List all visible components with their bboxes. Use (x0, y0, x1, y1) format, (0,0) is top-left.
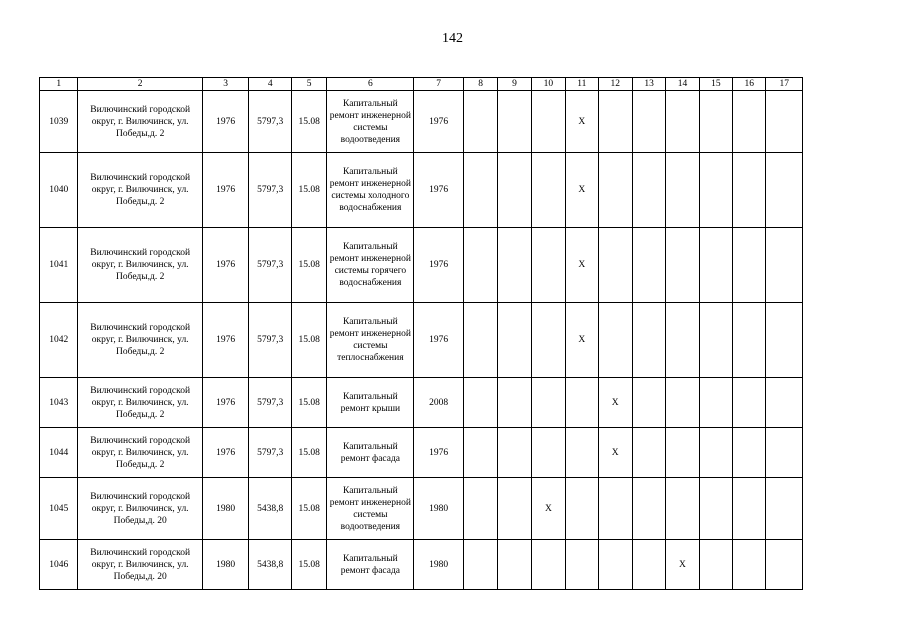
address-cell: Вилючинский городской округ, г. Вилючинск, ул. Победы,д. 20 (78, 478, 202, 540)
empty-cell (699, 91, 732, 153)
year-built-cell: 1976 (202, 378, 249, 428)
table-header (40, 78, 803, 91)
empty-cell (498, 153, 531, 228)
mark-cell: X (531, 478, 565, 540)
year-cell: 1976 (414, 153, 464, 228)
empty-cell (666, 228, 699, 303)
year-built-cell: 1976 (202, 228, 249, 303)
empty-cell (632, 540, 665, 590)
work-type-cell: Капитальный ремонт фасада (327, 428, 414, 478)
area-cell: 5797,3 (249, 428, 292, 478)
empty-cell (766, 428, 803, 478)
mark-cell: X (598, 378, 632, 428)
column-header-11: 11 (566, 78, 598, 91)
mark-cell: X (566, 153, 598, 228)
empty-cell (733, 153, 766, 228)
empty-cell (632, 91, 665, 153)
work-type-cell: Капитальный ремонт инженерной системы холодного водоснабжения (327, 153, 414, 228)
empty-cell (666, 91, 699, 153)
year-built-cell: 1980 (202, 478, 249, 540)
empty-cell (463, 428, 497, 478)
empty-cell (666, 428, 699, 478)
column-header-6: 6 (327, 78, 414, 91)
empty-cell (531, 228, 565, 303)
address-cell: Вилючинский городской округ, г. Вилючинск, ул. Победы,д. 2 (78, 153, 202, 228)
empty-cell (598, 228, 632, 303)
year-built-cell: 1976 (202, 428, 249, 478)
table-body (40, 91, 803, 590)
mark-cell: X (598, 428, 632, 478)
mark-cell: X (566, 91, 598, 153)
year-built-cell: 1976 (202, 153, 249, 228)
column-header-12: 12 (598, 78, 632, 91)
empty-cell (463, 378, 497, 428)
date-cell: 15.08 (291, 91, 326, 153)
row-number: 1041 (40, 228, 78, 303)
work-type-cell: Капитальный ремонт инженерной системы горячего водоснабжения (327, 228, 414, 303)
empty-cell (766, 540, 803, 590)
register-table (39, 77, 803, 590)
work-type-cell: Капитальный ремонт инженерной системы водоотведения (327, 478, 414, 540)
empty-cell (463, 91, 497, 153)
empty-cell (766, 91, 803, 153)
empty-cell (766, 478, 803, 540)
empty-cell (666, 378, 699, 428)
row-number: 1046 (40, 540, 78, 590)
empty-cell (632, 153, 665, 228)
empty-cell (498, 378, 531, 428)
empty-cell (632, 378, 665, 428)
row-number: 1039 (40, 91, 78, 153)
column-header-4: 4 (249, 78, 292, 91)
column-header-9: 9 (498, 78, 531, 91)
mark-cell: X (566, 228, 598, 303)
table-row (40, 478, 803, 540)
year-cell: 1980 (414, 540, 464, 590)
empty-cell (463, 303, 497, 378)
empty-cell (463, 153, 497, 228)
address-cell: Вилючинский городской округ, г. Вилючинск, ул. Победы,д. 2 (78, 91, 202, 153)
address-cell: Вилючинский городской округ, г. Вилючинск, ул. Победы,д. 2 (78, 428, 202, 478)
empty-cell (699, 303, 732, 378)
empty-cell (531, 378, 565, 428)
empty-cell (598, 478, 632, 540)
year-built-cell: 1976 (202, 91, 249, 153)
area-cell: 5797,3 (249, 153, 292, 228)
table-row (40, 378, 803, 428)
year-built-cell: 1980 (202, 540, 249, 590)
empty-cell (733, 428, 766, 478)
column-header-3: 3 (202, 78, 249, 91)
date-cell: 15.08 (291, 228, 326, 303)
work-type-cell: Капитальный ремонт крыши (327, 378, 414, 428)
work-type-cell: Капитальный ремонт инженерной системы водоотведения (327, 91, 414, 153)
empty-cell (766, 303, 803, 378)
column-header-16: 16 (733, 78, 766, 91)
address-cell: Вилючинский городской округ, г. Вилючинск, ул. Победы,д. 2 (78, 228, 202, 303)
date-cell: 15.08 (291, 303, 326, 378)
empty-cell (733, 228, 766, 303)
address-cell: Вилючинский городской округ, г. Вилючинск, ул. Победы,д. 20 (78, 540, 202, 590)
page-number: 142 (442, 31, 463, 46)
year-built-cell: 1976 (202, 303, 249, 378)
empty-cell (733, 91, 766, 153)
empty-cell (598, 303, 632, 378)
empty-cell (733, 303, 766, 378)
empty-cell (632, 428, 665, 478)
area-cell: 5438,8 (249, 540, 292, 590)
row-number: 1045 (40, 478, 78, 540)
work-type-cell: Капитальный ремонт инженерной системы теплоснабжения (327, 303, 414, 378)
empty-cell (566, 540, 598, 590)
column-header-14: 14 (666, 78, 699, 91)
empty-cell (699, 153, 732, 228)
empty-cell (699, 478, 732, 540)
empty-cell (463, 540, 497, 590)
empty-cell (463, 478, 497, 540)
empty-cell (566, 478, 598, 540)
empty-cell (598, 540, 632, 590)
empty-cell (531, 540, 565, 590)
table-row (40, 303, 803, 378)
empty-cell (498, 228, 531, 303)
column-header-1: 1 (40, 78, 78, 91)
empty-cell (666, 153, 699, 228)
table-row (40, 91, 803, 153)
empty-cell (598, 91, 632, 153)
empty-cell (531, 153, 565, 228)
row-number: 1040 (40, 153, 78, 228)
empty-cell (666, 478, 699, 540)
year-cell: 2008 (414, 378, 464, 428)
area-cell: 5797,3 (249, 303, 292, 378)
empty-cell (632, 228, 665, 303)
empty-cell (498, 303, 531, 378)
empty-cell (531, 91, 565, 153)
empty-cell (733, 378, 766, 428)
header-row (40, 78, 803, 91)
column-header-17: 17 (766, 78, 803, 91)
date-cell: 15.08 (291, 540, 326, 590)
column-header-2: 2 (78, 78, 202, 91)
work-type-cell: Капитальный ремонт фасада (327, 540, 414, 590)
table-row (40, 428, 803, 478)
empty-cell (531, 303, 565, 378)
row-number: 1043 (40, 378, 78, 428)
column-header-5: 5 (291, 78, 326, 91)
empty-cell (632, 303, 665, 378)
year-cell: 1976 (414, 428, 464, 478)
column-header-8: 8 (463, 78, 497, 91)
year-cell: 1976 (414, 91, 464, 153)
mark-cell: X (566, 303, 598, 378)
empty-cell (766, 153, 803, 228)
date-cell: 15.08 (291, 378, 326, 428)
empty-cell (566, 428, 598, 478)
date-cell: 15.08 (291, 153, 326, 228)
empty-cell (498, 540, 531, 590)
year-cell: 1976 (414, 228, 464, 303)
empty-cell (733, 478, 766, 540)
empty-cell (498, 428, 531, 478)
empty-cell (632, 478, 665, 540)
empty-cell (699, 428, 732, 478)
empty-cell (766, 378, 803, 428)
row-number: 1044 (40, 428, 78, 478)
empty-cell (733, 540, 766, 590)
empty-cell (699, 378, 732, 428)
column-header-15: 15 (699, 78, 732, 91)
address-cell: Вилючинский городской округ, г. Вилючинск, ул. Победы,д. 2 (78, 378, 202, 428)
empty-cell (598, 153, 632, 228)
area-cell: 5438,8 (249, 478, 292, 540)
empty-cell (498, 478, 531, 540)
column-header-13: 13 (632, 78, 665, 91)
empty-cell (531, 428, 565, 478)
address-cell: Вилючинский городской округ, г. Вилючинск, ул. Победы,д. 2 (78, 303, 202, 378)
empty-cell (666, 303, 699, 378)
empty-cell (566, 378, 598, 428)
date-cell: 15.08 (291, 428, 326, 478)
mark-cell: X (666, 540, 699, 590)
empty-cell (699, 540, 732, 590)
column-header-7: 7 (414, 78, 464, 91)
table-row (40, 228, 803, 303)
column-header-10: 10 (531, 78, 565, 91)
date-cell: 15.08 (291, 478, 326, 540)
area-cell: 5797,3 (249, 91, 292, 153)
area-cell: 5797,3 (249, 228, 292, 303)
year-cell: 1980 (414, 478, 464, 540)
row-number: 1042 (40, 303, 78, 378)
empty-cell (463, 228, 497, 303)
area-cell: 5797,3 (249, 378, 292, 428)
table-row (40, 540, 803, 590)
empty-cell (766, 228, 803, 303)
year-cell: 1976 (414, 303, 464, 378)
empty-cell (699, 228, 732, 303)
table-row (40, 153, 803, 228)
empty-cell (498, 91, 531, 153)
